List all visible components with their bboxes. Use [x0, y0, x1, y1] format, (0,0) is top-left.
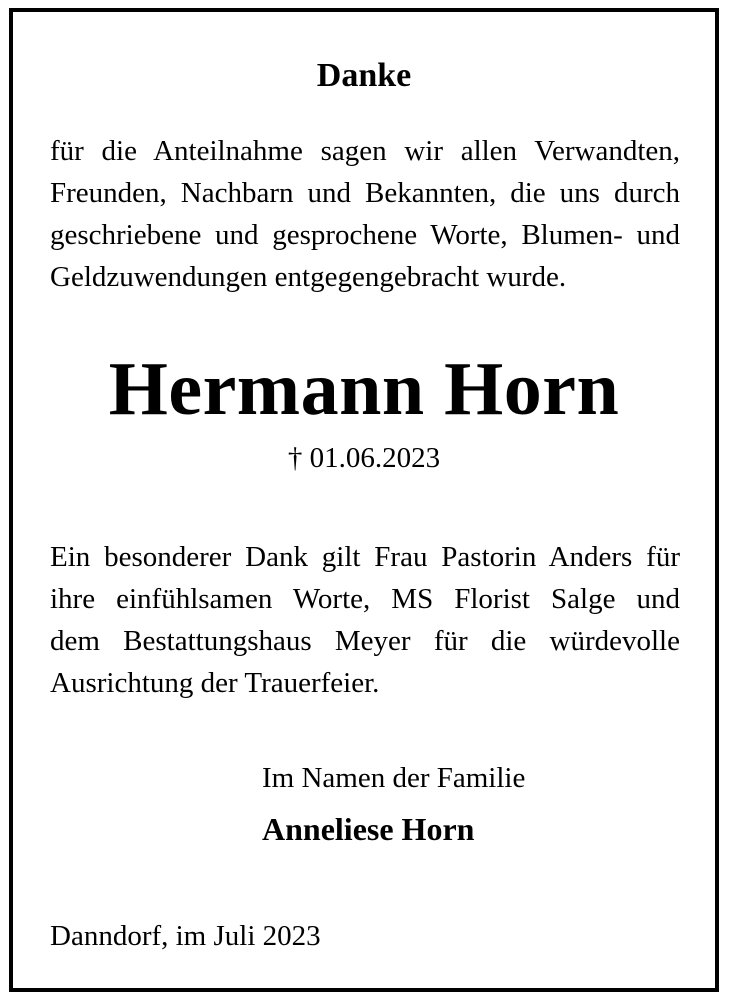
signoff-text: Im Namen der Familie	[262, 762, 526, 794]
thanks-line-2: ihre einfühlsamen Worte, MS Florist Salge und	[50, 583, 680, 615]
notice-heading: Danke	[316, 57, 412, 94]
place-date: Danndorf, im Juli 2023	[50, 920, 321, 952]
notice-frame	[9, 8, 719, 992]
intro-paragraph	[50, 130, 680, 298]
thanks-line-4: Ausrichtung der Trauerfeier.	[50, 667, 380, 699]
intro-line-1: für die Anteilnahme sagen wir allen Verwandten,	[50, 135, 680, 167]
intro-line-3: geschriebene und gesprochene Worte, Blumen- und	[50, 219, 680, 251]
thanks-line-3: dem Bestattungshaus Meyer für die würdevolle	[50, 625, 680, 657]
signer-name: Anneliese Horn	[262, 811, 475, 847]
intro-line-2: Freunden, Nachbarn und Bekannten, die uns durch	[50, 177, 680, 209]
intro-line-4: Geldzuwendungen entgegengebracht wurde.	[50, 261, 567, 293]
deceased-name: Hermann Horn	[108, 347, 620, 431]
thanks-paragraph	[50, 536, 680, 704]
thanks-line-1: Ein besonderer Dank gilt Frau Pastorin Anders für	[50, 541, 680, 573]
death-date: † 01.06.2023	[287, 442, 441, 474]
